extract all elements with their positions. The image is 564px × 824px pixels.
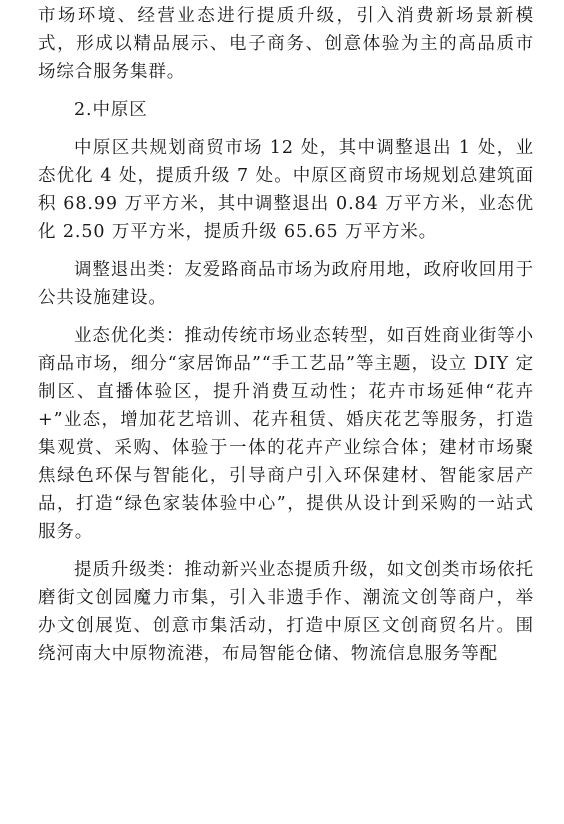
paragraph-intro-tail: 市场环境、经营业态进行提质升级，引入消费新场景新模式，形成以精品展示、电子商务、创意体验为主的高品质市场综合服务集群。: [38, 6, 534, 82]
paragraph-format-optimize: 业态优化类：推动传统市场业态转型，如百姓商业街等小商品市场，细分“家居饰品”“手工艺品”等主题，设立 DIY 定制区、直播体验区，提升消费互动性；花卉市场延伸“花卉+”业态，增加花艺培训、花卉租赁、婚庆花艺等服务，打造集观赏、采购、体验于一体的花卉产业综合体；建材市场聚焦绿色环保与智能化，引导商户引入环保建材、智能家居产品，打造“绿色家装体验中心”，提供从设计到采购的一站式服务。: [38, 326, 534, 542]
paragraph-overview: 中原区共规划商贸市场 12 处，其中调整退出 1 处，业态优化 4 处，提质升级 7 处。中原区商贸市场规划总建筑面积 68.99 万平方米，其中调整退出 0.84 万平方米，业态优化 2.50 万平方米，提质升级 65.65 万平方米。: [38, 138, 534, 242]
section-heading: 2.中原区: [74, 100, 148, 120]
paragraph-adjust-exit: 调整退出类：友爱路商品市场为政府用地，政府收回用于公共设施建设。: [38, 260, 534, 308]
paragraph-quality-upgrade: 提质升级类：推动新兴业态提质升级，如文创类市场依托磨街文创园魔力市集，引入非遗手作、潮流文创等商户，举办文创展览、创意市集活动，打造中原区文创商贸名片。围绕河南大中原物流港，布局智能仓储、物流信息服务等配: [38, 560, 534, 664]
